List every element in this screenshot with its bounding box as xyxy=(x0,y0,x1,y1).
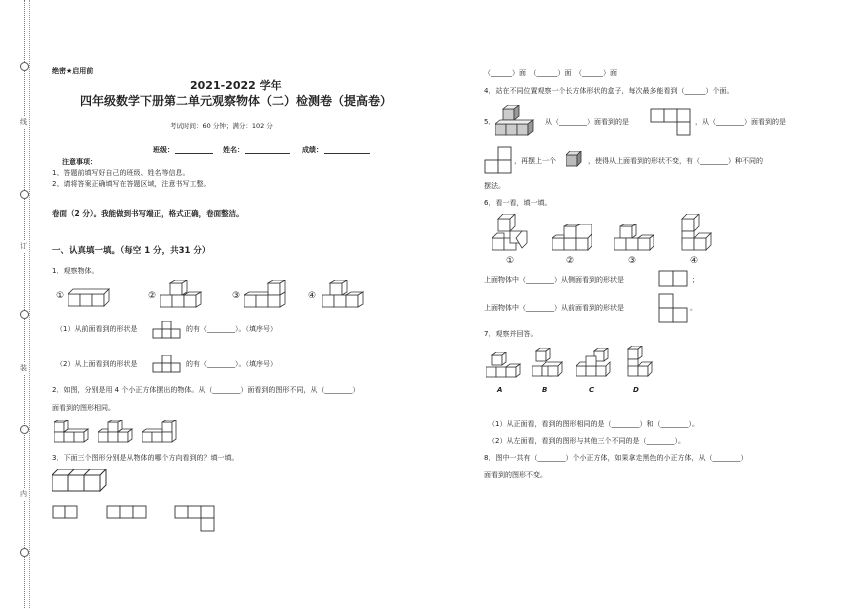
confidential-mark: 绝密★启用前 xyxy=(52,67,94,75)
margin-char: 订 xyxy=(20,242,27,250)
question-5-part5: 摆法。 xyxy=(484,182,505,190)
question-1-sub1-b: 的有（________）。（填序号） xyxy=(186,325,277,333)
question-5-number: 5． xyxy=(484,118,496,126)
cube-figure xyxy=(142,420,178,446)
question-7-stem: 7．观察并回答。 xyxy=(484,330,538,338)
cube-figure xyxy=(52,469,108,495)
cube-figure xyxy=(680,214,720,254)
cube-figure xyxy=(322,280,364,310)
name-label: 姓名： xyxy=(223,146,244,154)
view-shape xyxy=(52,505,82,519)
figure-label: B xyxy=(542,386,548,394)
margin-char: 线 xyxy=(20,118,27,126)
cube-figure xyxy=(160,280,202,310)
figure-label: ② xyxy=(148,291,157,301)
section-heading: 一、认真填一填。（每空 1 分，共31 分） xyxy=(52,246,211,256)
question-6-line2-a: 上面物体中（________）从前面看到的形状是 xyxy=(484,304,624,312)
question-1-sub2-b: 的有（________）。（填序号） xyxy=(186,360,277,368)
question-6-line2-b: 。 xyxy=(690,304,697,312)
question-8-line2: 面看到的图形不变。 xyxy=(484,471,547,479)
small-cube-icon xyxy=(566,151,584,169)
figure-label: ③ xyxy=(232,291,241,301)
margin-char: 装 xyxy=(20,364,27,372)
page-title: 四年级数学下册第二单元观察物体（二）检测卷（提高卷） xyxy=(80,94,393,108)
question-5-part3: ，再摆上一个 xyxy=(514,157,556,165)
question-2-line1: 2．如图，分别是用 4 个小正方体摆出的物体。从（________）面看到的图形不同，从（________） xyxy=(52,386,360,394)
question-8-line1: 8．图中一共有（________）个小正方体，如果拿走黑色的小正方体，从（________） xyxy=(484,454,748,462)
question-7-sub1: （1）从正面看，看到的图形相同的是（________）和（________）。 xyxy=(488,420,699,428)
cube-figure xyxy=(492,214,532,254)
score-field[interactable] xyxy=(324,153,370,154)
question-3-answers: （______）面 （______）面 （______）面 xyxy=(484,69,617,77)
question-2-line2: 面看到的图形相同。 xyxy=(52,404,115,412)
class-label: 班级： xyxy=(153,146,174,154)
cube-figure xyxy=(576,348,616,380)
question-6-stem: 6．看一看，填一填。 xyxy=(484,199,552,207)
cube-figure xyxy=(495,105,541,139)
question-1-sub2-a: （2）从上面看到的形状是 xyxy=(56,360,138,368)
view-shape xyxy=(650,108,694,138)
cube-figure xyxy=(614,224,654,254)
question-5-part1: 从（________）面看到的是 xyxy=(545,118,629,126)
cube-figure xyxy=(532,348,568,380)
question-4: 4．站在不同位置观察一个长方体形状的盒子，每次最多能看到（______）个面。 xyxy=(484,87,734,95)
binding-line-inner xyxy=(29,0,30,608)
figure-label: ④ xyxy=(308,291,317,301)
score-label: 成绩： xyxy=(302,146,323,154)
notice-item: 2、请将答案正确填写在答题区域，注意书写工整。 xyxy=(52,180,211,188)
notice-item: 1、答题前填写好自己的班级、姓名等信息。 xyxy=(52,169,190,177)
cube-figure xyxy=(68,284,110,310)
binding-hole xyxy=(20,62,29,71)
question-1-sub1-a: （1）从前面看到的形状是 xyxy=(56,325,138,333)
figure-label: ③ xyxy=(628,256,637,266)
view-shape xyxy=(174,505,216,533)
figure-label: C xyxy=(589,386,595,394)
cube-figure xyxy=(552,224,592,254)
binding-hole xyxy=(20,310,29,319)
question-6-line1-b: ； xyxy=(692,276,699,284)
figure-label: ② xyxy=(566,256,575,266)
binding-hole xyxy=(20,425,29,434)
question-3-stem: 3．下面三个图形分别是从物体的哪个方向看到的？填一填。 xyxy=(52,454,239,462)
side-view-shape xyxy=(658,270,690,288)
cube-figure xyxy=(626,346,656,380)
margin-char: 内 xyxy=(20,490,27,498)
binding-hole xyxy=(20,190,29,199)
front-view-shape xyxy=(152,321,182,339)
school-year: 2021-2022 学年 xyxy=(190,79,282,92)
top-view-shape xyxy=(152,355,182,373)
neatness-line: 卷面（2 分）。我能做到书写端正，格式正确，卷面整洁。 xyxy=(52,209,244,218)
front-view-shape xyxy=(658,293,690,325)
question-5-part4: ，使得从上面看到的形状不变，有（________）种不同的 xyxy=(588,157,763,165)
exam-info: 考试时间：60 分钟；满分：102 分 xyxy=(170,122,273,130)
view-shape xyxy=(106,505,150,519)
binding-hole xyxy=(20,548,29,557)
figure-label: ① xyxy=(56,291,65,301)
cube-figure xyxy=(54,420,90,446)
cube-figure xyxy=(486,352,522,380)
question-1-stem: 1．观察物体。 xyxy=(52,267,99,275)
binding-line-outer xyxy=(24,0,25,608)
view-shape xyxy=(484,146,514,176)
figure-label: ④ xyxy=(690,256,699,266)
figure-label: D xyxy=(633,386,639,394)
question-5-part2: ，从（________）面看到的是 xyxy=(695,118,786,126)
figure-label: A xyxy=(497,386,503,394)
class-field[interactable] xyxy=(175,153,213,154)
notice-title: 注意事项： xyxy=(62,158,97,166)
figure-label: ① xyxy=(506,256,515,266)
question-7-sub2: （2）从左面看，看到的图形与其他三个不同的是（________）。 xyxy=(488,437,685,445)
question-6-line1-a: 上面物体中（________）从侧面看到的形状是 xyxy=(484,276,624,284)
cube-figure xyxy=(244,280,286,310)
name-field[interactable] xyxy=(245,153,290,154)
cube-figure xyxy=(98,420,134,446)
